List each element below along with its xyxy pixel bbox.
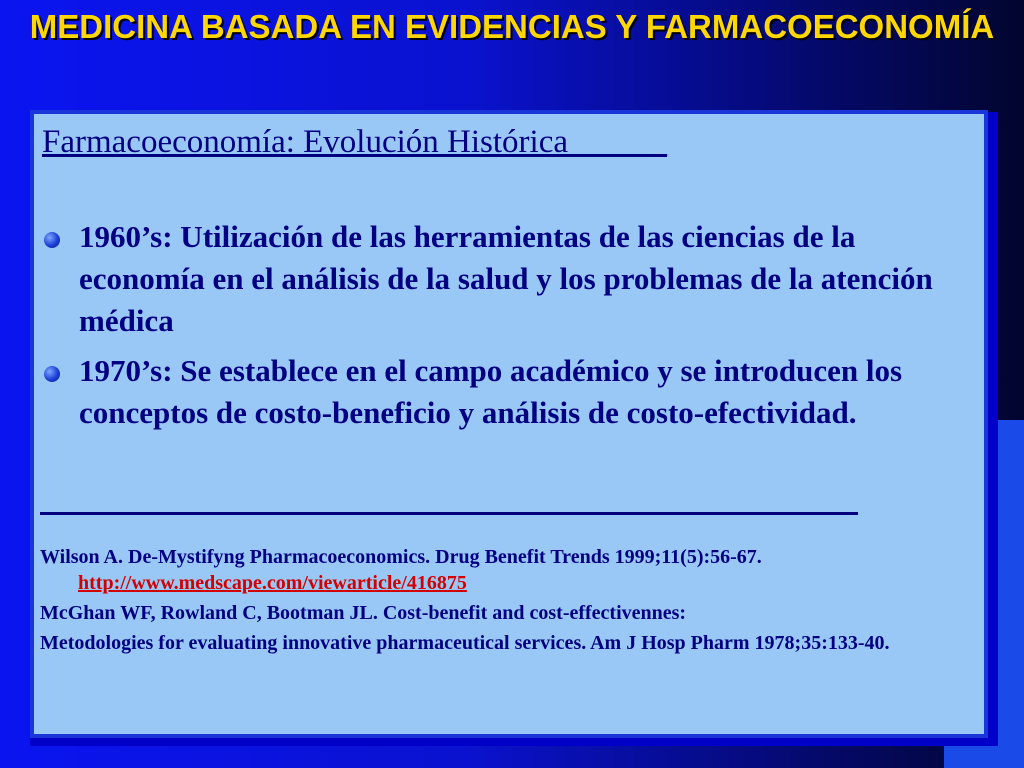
slide-title: MEDICINA BASADA EN EVIDENCIAS Y FARMACOECONOMÍA	[29, 8, 995, 45]
bullet-item	[34, 350, 984, 434]
bullet-item	[34, 216, 984, 342]
content-panel	[30, 110, 988, 738]
bullet-dot-icon	[44, 232, 60, 248]
bullet-dot-icon	[44, 366, 60, 382]
subtitle-underline: ______	[568, 124, 668, 160]
reference-text: Wilson A. De-Mystifyng Pharmacoeconomics. Drug Benefit Trends 1999;11(5):56-67.	[40, 546, 762, 568]
panel-shadow-right	[988, 112, 998, 740]
references-list	[40, 544, 975, 660]
bullet-text: 1970’s: Se establece en el campo académico y se introducen los conceptos de costo-beneficio y análisis de costo-efectividad.	[79, 353, 903, 430]
reference-item	[40, 600, 975, 626]
subtitle-text: Farmacoeconomía: Evolución Histórica	[42, 124, 569, 160]
bullet-list	[34, 216, 984, 442]
section-subtitle	[42, 124, 667, 161]
reference-link[interactable]: http://www.medscape.com/viewarticle/416875	[78, 572, 467, 594]
reference-text: McGhan WF, Rowland C, Bootman JL. Cost-benefit and cost-effectivennes:	[40, 602, 687, 624]
reference-item	[40, 544, 975, 596]
reference-item	[40, 630, 975, 656]
bullet-text: 1960’s: Utilización de las herramientas de las ciencias de la economía en el análisis de la salud y los problemas de la atención médica	[79, 219, 933, 338]
references-separator	[40, 512, 858, 515]
reference-text: Metodologies for evaluating innovative pharmaceutical services. Am J Hosp Pharm 1978;35:133-40.	[40, 632, 890, 654]
